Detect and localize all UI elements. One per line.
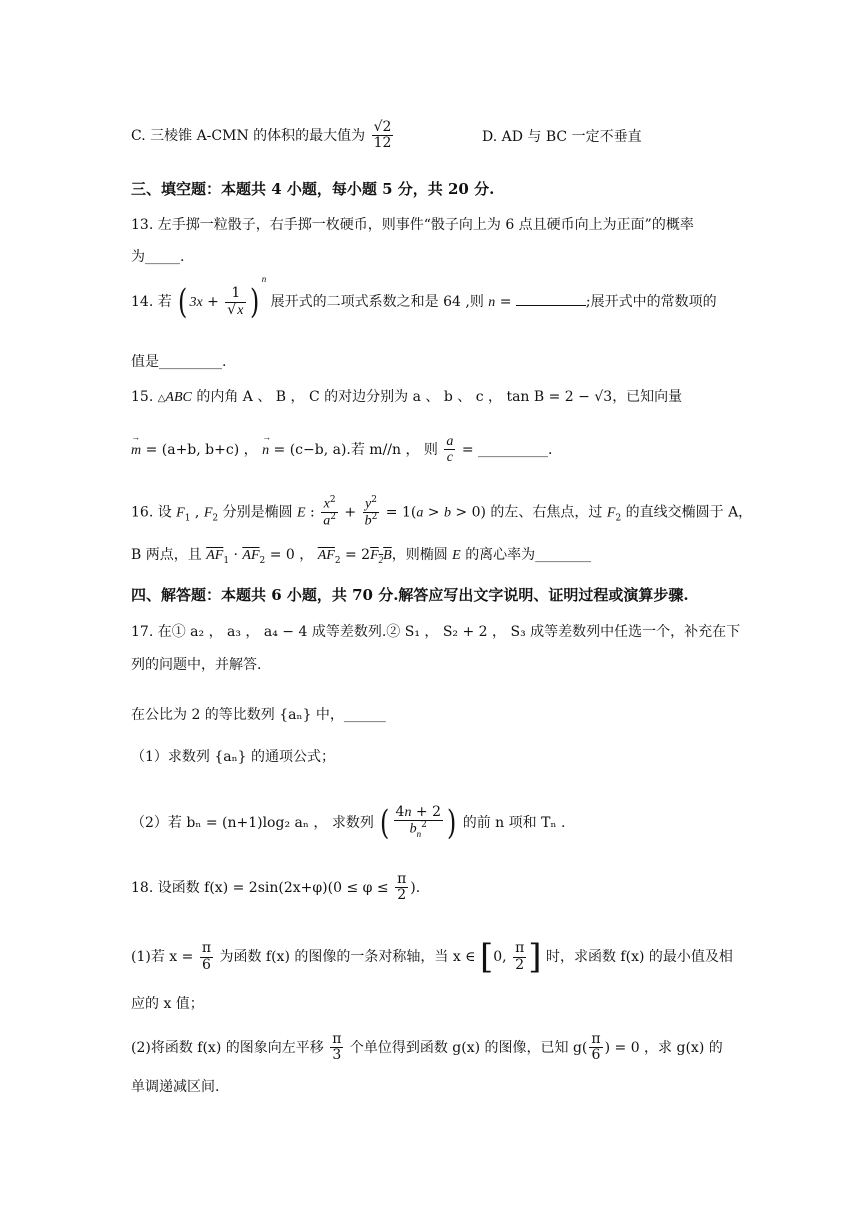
q15-parallel: .若 m//n ， 则 <box>346 441 438 458</box>
q14-paren-left: ( <box>178 282 188 322</box>
q18-part1: (1)若 x = $\frac{\pi}{6}$ 为函数 f(x) 的图像的一条对称轴，当 x ∈ [0, $\frac{\pi}{2}$ ] 时，求函数 f(x) 的最小值及相 <box>131 937 733 977</box>
q14-tail-text: ;展开式中的常数项的 <box>585 294 717 310</box>
q18-line1: 18. 设函数 f(x) = 2sin(2x+φ)(0 ≤ φ ≤ $\frac{\pi}{2}$ ). <box>131 871 421 904</box>
q18-part1-cont: 应的 x 值； <box>131 996 204 1012</box>
q14-blank-1[interactable] <box>516 291 586 306</box>
q18-pi-over-2: $\frac{\pi}{2}$ <box>397 871 407 904</box>
q13-line2: 为_____. <box>131 249 185 265</box>
q17-fraction: $\frac{4n + 2}{b_n^2}$ <box>395 804 442 839</box>
q14-fraction: $\frac{1}{√x}$ <box>225 286 246 318</box>
option-c <box>131 120 395 152</box>
option-d <box>482 130 642 144</box>
q17-line3: 在公比为 2 的等比数列 {aₙ} 中，______ <box>131 707 386 723</box>
q16-fraction-x: $\frac{x^2}{a^2}$ <box>323 495 336 529</box>
q17-part2: （2）若 bₙ = (n+1)log₂ aₙ ， 求数列 ( $\frac{4n + 2}{b_n^2}$ ) 的前 n 项和 Tₙ . <box>131 802 566 843</box>
option-c-text: 三棱锥 A-CMN 的体积的最大值为 <box>150 127 366 144</box>
q15-fraction: $\frac{a}{c}$ <box>446 434 454 466</box>
q15-number: 15. <box>131 389 154 405</box>
q14-number: 14. 若 <box>131 294 172 310</box>
option-d-text: AD 与 BC 一定不垂直 <box>501 129 642 145</box>
q16-fraction-y: $\frac{y^2}{b^2}$ <box>364 495 378 529</box>
option-c-label: C. <box>131 127 146 144</box>
q15-text: 的内角 A 、 B ， C 的对边分别为 a 、 b 、 c ， <box>196 389 502 405</box>
option-c-fraction: $\frac{√2}{12}$ <box>373 119 392 152</box>
q15-tail1: ，已知向量 <box>612 389 683 405</box>
q15-tail2: = __________. <box>461 441 553 458</box>
q17-line2: 列的问题中，并解答. <box>131 657 262 673</box>
q14-line1: 14. 若 ( 3x + $\frac{1}{√x}$ )$^n$ 展开式的二项式系数之和是 64 ,则 n = ;展开式中的常数项的 <box>131 274 717 322</box>
q15-line1: 15. △ABC 的内角 A 、 B ， C 的对边分别为 a 、 b 、 c ， tan B = 2 − √3，已知向量 <box>131 389 683 405</box>
q17-part1: （1）求数列 {aₙ} 的通项公式； <box>131 749 336 765</box>
section-3-heading: 三、填空题：本题共 4 小题，每小题 5 分，共 20 分. <box>131 180 495 198</box>
q15-line2: → m = (a+b, b+c) ， → n = (c−b, a).若 m//n ， 则 $\frac{a}{c}$ = __________. <box>131 434 552 466</box>
option-d-label: D. <box>482 129 498 145</box>
q14-mid-text: 展开式的二项式系数之和是 64 ,则 <box>270 294 484 310</box>
q14-line2: 值是_________. <box>131 354 227 370</box>
q18-part2-cont: 单调递减区间. <box>131 1079 220 1095</box>
q14-paren-right: ) <box>250 282 260 322</box>
q15-tan: tan B = 2 − √3 <box>506 389 613 405</box>
q15-n-def: = (c−b, a) <box>273 441 347 458</box>
q15-m-def: = (a+b, b+c) <box>145 441 240 458</box>
section-4-heading: 四、解答题：本题共 6 小题，共 70 分.解答应写出文字说明、证明过程或演算步骤. <box>131 586 689 604</box>
q16-line1: 16. 设 $F_1$ , $F_2$ 分别是椭圆 E : $\frac{x^2}{a^2}$ + $\frac{y^2}{b^2}$ = 1(a > b > 0) 的左、右焦点，过 $F_2$ 的直线交椭圆于 A， <box>131 495 753 529</box>
q18-part2: (2)将函数 f(x) 的图象向左平移 $\frac{\pi}{3}$ 个单位得到函数 g(x) 的图像，已知 g( $\frac{\pi}{6}$ ) = 0 ，求 g(x) 的 <box>131 1031 723 1064</box>
q13-line1: 13. 左手掷一粒骰子，右手掷一枚硬币，则事件“骰子向上为 6 点且硬币向上为正面”的概率 <box>131 217 694 233</box>
q16-line2: B 两点，且 $\overline{AF}_1 \cdot \overline{AF}_2 = 0$ ， $\overline{AF}_2 = 2F_2B$，则椭圆 E 的离心率为________ <box>131 547 592 566</box>
q17-line1: 17. 在① a₂ ， a₃ ， a₄ − 4 成等差数列.② S₁ ， S₂ + 2 ， S₃ 成等差数列中任选一个，补充在下 <box>131 624 741 640</box>
